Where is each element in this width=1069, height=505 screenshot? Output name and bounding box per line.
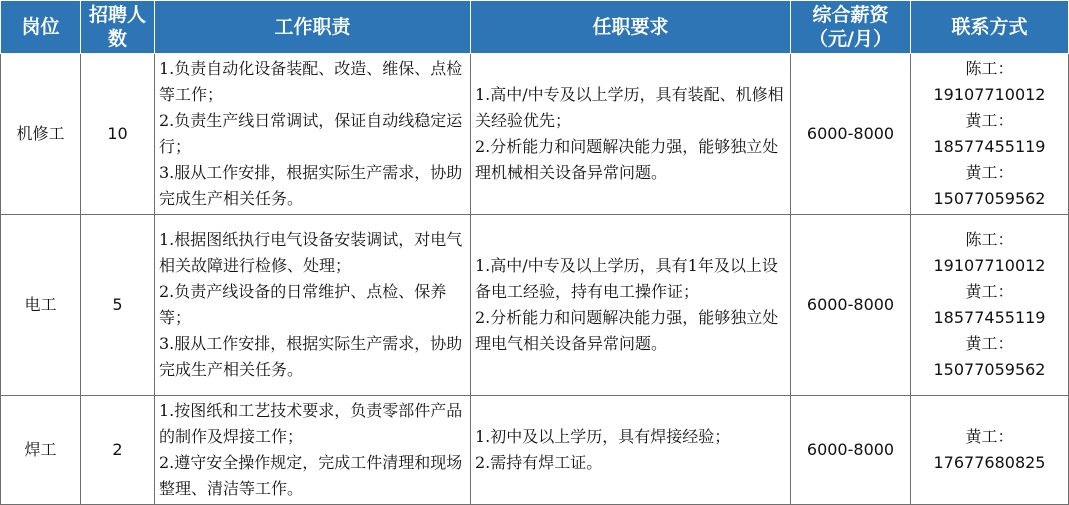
- count-cell: 2: [81, 396, 155, 505]
- position-cell: 电工: [1, 215, 81, 396]
- contact-label: 陈工：: [965, 230, 1014, 249]
- requirement-item: 2.分析能力和问题解决能力强，能够独立处理机械相关设备异常问题。: [475, 137, 779, 182]
- requirement-item: 2.需持有焊工证。: [475, 453, 603, 472]
- duty-item: 2.负责生产线日常调试，保证自动线稳定运行；: [159, 111, 463, 156]
- header-requirements: 任职要求: [471, 1, 791, 54]
- table-row: [1, 396, 1069, 505]
- contact-phone: 15077059562: [933, 189, 1046, 208]
- header-count: 招聘人数: [81, 1, 155, 54]
- duty-item: 1.负责自动化设备装配、改造、维保、点检等工作；: [159, 59, 463, 104]
- contact-cell: [911, 396, 1069, 505]
- contact-phone: 19107710012: [933, 256, 1046, 275]
- duties-cell: [155, 54, 471, 215]
- count-cell: 10: [81, 54, 155, 215]
- contact-cell: [911, 215, 1069, 396]
- position-cell: 焊工: [1, 396, 81, 505]
- contact-label: 黄工：: [965, 163, 1014, 182]
- header-position: 岗位: [1, 1, 81, 54]
- table-row: [1, 54, 1069, 215]
- contact-phone: 19107710012: [933, 85, 1046, 104]
- count-cell: 5: [81, 215, 155, 396]
- table-row: [1, 215, 1069, 396]
- requirement-item: 1.高中/中专及以上学历，具有1年及以上设备电工经验，持有电工操作证；: [475, 256, 778, 301]
- header-salary: 综合薪资（元/月）: [791, 1, 911, 54]
- header-duties: 工作职责: [155, 1, 471, 54]
- contact-cell: [911, 54, 1069, 215]
- requirement-item: 2.分析能力和问题解决能力强，能够独立处理电气相关设备异常问题。: [475, 308, 779, 353]
- contact-label: 陈工：: [965, 59, 1014, 78]
- contact-phone: 15077059562: [933, 360, 1046, 379]
- duty-item: 1.按图纸和工艺技术要求，负责零部件产品的制作及焊接工作；: [159, 401, 463, 446]
- contact-phone: 18577455119: [933, 137, 1046, 156]
- header-contact: 联系方式: [911, 1, 1069, 54]
- duty-item: 3.服从工作安排，根据实际生产需求，协助完成生产相关任务。: [159, 163, 463, 208]
- duties-cell: [155, 215, 471, 396]
- duties-cell: [155, 396, 471, 505]
- contact-label: 黄工：: [965, 334, 1014, 353]
- duty-item: 1.根据图纸执行电气设备安装调试，对电气相关故障进行检修、处理；: [159, 230, 463, 275]
- duty-item: 2.负责产线设备的日常维护、点检、保养等；: [159, 282, 447, 327]
- duty-item: 2.遵守安全操作规定，完成工件清理和现场整理、清洁等工作。: [159, 453, 463, 498]
- requirement-item: 1.高中/中专及以上学历，具有装配、机修相关经验优先；: [475, 85, 784, 130]
- header-row: [1, 1, 1069, 54]
- contact-label: 黄工：: [965, 111, 1014, 130]
- requirement-item: 1.初中及以上学历，具有焊接经验；: [475, 427, 731, 446]
- contact-phone: 18577455119: [933, 308, 1046, 327]
- salary-cell: 6000-8000: [791, 396, 911, 505]
- requirements-cell: [471, 54, 791, 215]
- requirements-cell: [471, 396, 791, 505]
- contact-phone: 17677680825: [933, 453, 1046, 472]
- contact-label: 黄工：: [965, 282, 1014, 301]
- position-cell: 机修工: [1, 54, 81, 215]
- salary-cell: 6000-8000: [791, 54, 911, 215]
- salary-cell: 6000-8000: [791, 215, 911, 396]
- duty-item: 3.服从工作安排，根据实际生产需求，协助完成生产相关任务。: [159, 334, 463, 379]
- contact-label: 黄工：: [965, 427, 1014, 446]
- requirements-cell: [471, 215, 791, 396]
